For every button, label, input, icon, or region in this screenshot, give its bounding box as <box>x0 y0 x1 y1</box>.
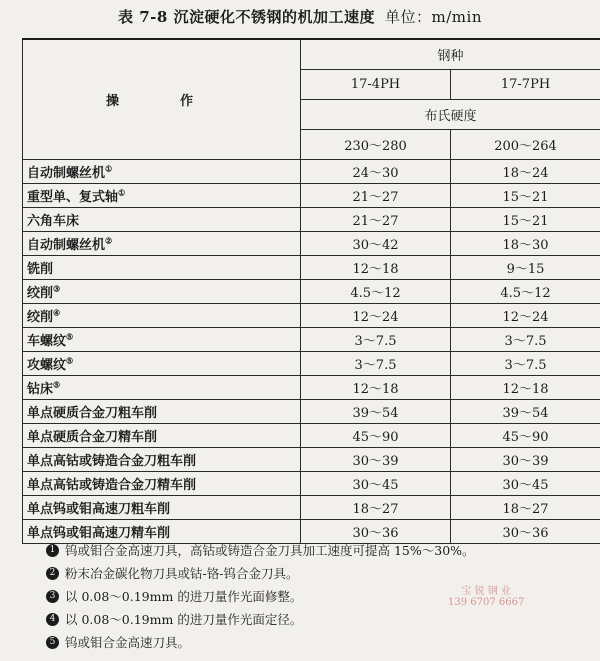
speed-cell-17-4ph: 4.5～12 <box>301 280 451 304</box>
operation-label: 铣削 <box>27 262 54 277</box>
footnote-text: 钨或钼合金高速刀具。 <box>65 635 191 650</box>
table-row <box>23 400 600 424</box>
footnote <box>46 631 586 654</box>
speed-cell-17-7ph: 18～30 <box>451 232 600 256</box>
operation-label: 绞削 <box>27 310 54 325</box>
speed-cell-17-4ph: 39～54 <box>301 400 451 424</box>
speed-cell-17-7ph: 30～39 <box>451 448 600 472</box>
grade-b-header: 17-7PH <box>451 70 600 100</box>
footnote-ref: ① <box>118 187 126 198</box>
footnote-ref: ⑤ <box>66 331 74 342</box>
table-row <box>23 232 600 256</box>
speed-cell-17-7ph: 12～18 <box>451 376 600 400</box>
operation-label: 自动制螺丝机 <box>27 166 106 181</box>
speed-cell-17-4ph: 12～18 <box>301 256 451 280</box>
stamp-line-1: 宝 锐 钢 业 <box>461 586 511 597</box>
hardness-b-header: 200～264 <box>451 130 600 160</box>
operation-cell <box>23 160 301 184</box>
operation-cell <box>23 448 301 472</box>
footnote <box>46 562 586 585</box>
footnote-ref: ① <box>105 163 113 174</box>
speed-cell-17-4ph: 30～45 <box>301 472 451 496</box>
operation-label: 单点高钴或铸造合金刀粗车削 <box>27 454 197 469</box>
operation-cell <box>23 328 301 352</box>
footnote-ref: ② <box>105 235 113 246</box>
speed-cell-17-7ph: 12～24 <box>451 304 600 328</box>
operation-cell <box>23 232 301 256</box>
speed-cell-17-7ph: 18～27 <box>451 496 600 520</box>
operation-header: 操 作 <box>23 39 301 160</box>
operation-label: 单点钨或钼高速刀精车削 <box>27 526 171 541</box>
operation-cell <box>23 184 301 208</box>
table-row <box>23 352 600 376</box>
speed-cell-17-7ph: 39～54 <box>451 400 600 424</box>
table-row <box>23 496 600 520</box>
operation-cell <box>23 496 301 520</box>
speed-cell-17-4ph: 30～39 <box>301 448 451 472</box>
speed-cell-17-4ph: 24～30 <box>301 160 451 184</box>
footnote-text: 粉末冶金碳化物刀具或钴-铬-钨合金刀具。 <box>65 566 299 581</box>
footnote-number: 2 <box>46 567 59 580</box>
speed-cell-17-7ph: 15～21 <box>451 184 600 208</box>
table-row <box>23 424 600 448</box>
speed-cell-17-4ph: 21～27 <box>301 184 451 208</box>
operation-label: 绞削 <box>27 286 54 301</box>
speed-cell-17-7ph: 9～15 <box>451 256 600 280</box>
footnote-text: 钨或钼合金高速刀具，高钴或铸造合金刀具加工速度可提高 15%～30%。 <box>65 543 475 558</box>
stamp-line-2: 139 6707 6667 <box>448 597 525 608</box>
speed-cell-17-4ph: 12～24 <box>301 304 451 328</box>
operation-label: 单点硬质合金刀精车削 <box>27 430 158 445</box>
footnote <box>46 539 586 562</box>
table-body <box>23 160 600 544</box>
footnote-number: 5 <box>46 636 59 649</box>
footnote-number: 3 <box>46 590 59 603</box>
footnote-text: 以 0.08～0.19mm 的进刀量作光面定径。 <box>65 612 303 627</box>
table-title <box>0 6 600 27</box>
grade-a-header: 17-4PH <box>301 70 451 100</box>
footnote-ref: ⑤ <box>53 379 61 390</box>
table-row <box>23 208 600 232</box>
table-row <box>23 472 600 496</box>
operation-label: 单点钨或钼高速刀粗车削 <box>27 502 171 517</box>
hardness-a-header: 230～280 <box>301 130 451 160</box>
speed-cell-17-7ph: 4.5～12 <box>451 280 600 304</box>
speed-cell-17-7ph: 45～90 <box>451 424 600 448</box>
speed-cell-17-4ph: 30～42 <box>301 232 451 256</box>
operation-cell <box>23 376 301 400</box>
speed-cell-17-4ph: 30～36 <box>301 520 451 544</box>
unit-label: 单位：m/min <box>385 8 482 26</box>
watermark-stamp <box>448 586 524 608</box>
speed-cell-17-4ph: 12～18 <box>301 376 451 400</box>
footnote-text: 以 0.08～0.19mm 的进刀量作光面修整。 <box>65 589 303 604</box>
operation-cell <box>23 208 301 232</box>
speed-cell-17-4ph: 3～7.5 <box>301 352 451 376</box>
operation-label: 单点高钴或铸造合金刀精车削 <box>27 478 197 493</box>
operation-label: 钻床 <box>27 382 54 397</box>
operation-label: 单点硬质合金刀粗车削 <box>27 406 158 421</box>
footnote-ref: ④ <box>53 307 61 318</box>
speed-cell-17-7ph: 30～45 <box>451 472 600 496</box>
operation-label: 自动制螺丝机 <box>27 238 106 253</box>
table-title-text: 表 7-8 沉淀硬化不锈钢的机加工速度 <box>117 8 376 26</box>
speed-cell-17-7ph: 3～7.5 <box>451 328 600 352</box>
footnote-ref: ⑤ <box>66 355 74 366</box>
operation-cell <box>23 256 301 280</box>
operation-cell <box>23 400 301 424</box>
table-row <box>23 328 600 352</box>
operation-label: 六角车床 <box>27 214 80 229</box>
footnote-number: 1 <box>46 544 59 557</box>
footnote-ref: ③ <box>53 283 61 294</box>
speed-cell-17-4ph: 45～90 <box>301 424 451 448</box>
speed-cell-17-4ph: 18～27 <box>301 496 451 520</box>
speed-cell-17-7ph: 3～7.5 <box>451 352 600 376</box>
operation-cell <box>23 424 301 448</box>
footnote-number: 4 <box>46 613 59 626</box>
operation-cell <box>23 472 301 496</box>
speed-cell-17-4ph: 3～7.5 <box>301 328 451 352</box>
operation-cell <box>23 352 301 376</box>
table-row <box>23 280 600 304</box>
table-row <box>23 160 600 184</box>
speed-table <box>22 38 600 544</box>
speed-cell-17-7ph: 18～24 <box>451 160 600 184</box>
table-row <box>23 376 600 400</box>
operation-cell <box>23 304 301 328</box>
speed-cell-17-7ph: 30～36 <box>451 520 600 544</box>
footnote <box>46 608 586 631</box>
steel-grade-header: 钢种 <box>301 39 600 70</box>
table-row <box>23 184 600 208</box>
operation-label: 重型单、复式轴 <box>27 190 119 205</box>
table-row <box>23 448 600 472</box>
operation-cell <box>23 280 301 304</box>
table-row <box>23 304 600 328</box>
hardness-header: 布氏硬度 <box>301 100 600 130</box>
speed-cell-17-7ph: 15～21 <box>451 208 600 232</box>
operation-label: 车螺纹 <box>27 334 67 349</box>
operation-label: 攻螺纹 <box>27 358 67 373</box>
header-row-1 <box>23 39 600 70</box>
speed-cell-17-4ph: 21～27 <box>301 208 451 232</box>
table-row <box>23 256 600 280</box>
